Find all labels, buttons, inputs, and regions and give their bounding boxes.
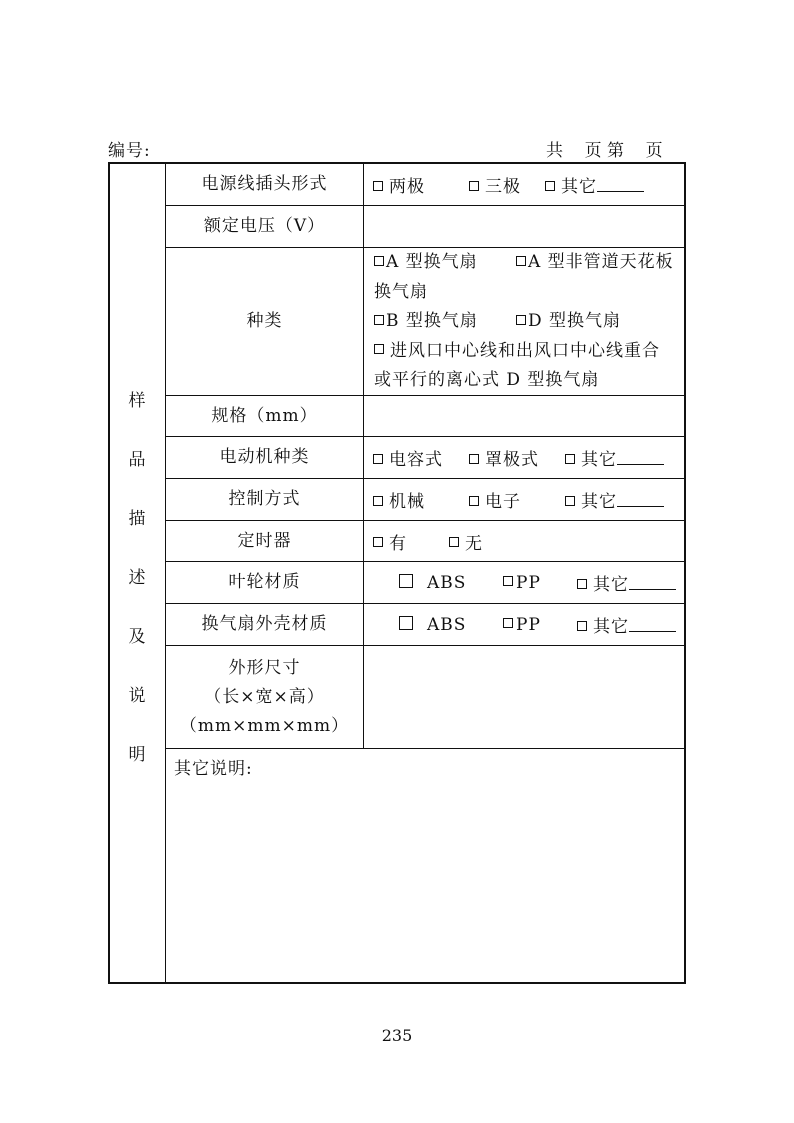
plug-type-options bbox=[365, 164, 686, 205]
row-fan-type bbox=[166, 248, 686, 396]
checkbox[interactable] bbox=[373, 496, 383, 506]
side-title-char: 描 bbox=[128, 509, 146, 529]
checkbox[interactable] bbox=[577, 621, 587, 631]
checkbox[interactable] bbox=[374, 256, 384, 266]
impeller-material-label: 叶轮材质 bbox=[166, 562, 364, 603]
row-housing-material bbox=[166, 604, 686, 646]
option-type-d[interactable]: D 型换气扇 bbox=[516, 307, 621, 337]
checkbox[interactable] bbox=[565, 496, 575, 506]
header-number-label: 编号: bbox=[108, 141, 151, 161]
option-capacitor[interactable]: 电容式 bbox=[373, 445, 443, 470]
fan-type-options bbox=[365, 248, 686, 395]
motor-type-label: 电动机种类 bbox=[166, 437, 364, 478]
side-title-char: 明 bbox=[128, 745, 146, 765]
row-control-mode bbox=[166, 479, 686, 521]
checkbox[interactable] bbox=[469, 454, 479, 464]
option-shaded-pole[interactable]: 罩极式 bbox=[469, 445, 539, 470]
plug-type-label: 电源线插头形式 bbox=[166, 164, 364, 205]
rated-voltage-value[interactable] bbox=[365, 206, 686, 247]
option-three-pole[interactable]: 三极 bbox=[469, 172, 521, 197]
fill-in-blank[interactable] bbox=[617, 491, 664, 507]
option-mechanical[interactable]: 机械 bbox=[373, 487, 425, 512]
control-mode-label: 控制方式 bbox=[166, 479, 364, 520]
option-other[interactable]: 其它 bbox=[545, 172, 644, 197]
page-number: 235 bbox=[381, 1026, 413, 1045]
checkbox[interactable] bbox=[545, 181, 555, 191]
option-type-a-non-duct-cont: 换气扇 bbox=[374, 281, 428, 302]
option-abs[interactable]: ABS bbox=[399, 573, 466, 593]
timer-options bbox=[365, 521, 686, 561]
specification-value[interactable] bbox=[365, 396, 686, 436]
option-type-b[interactable]: B 型换气扇 bbox=[374, 311, 478, 331]
row-motor-type bbox=[166, 437, 686, 479]
motor-type-options bbox=[365, 437, 686, 478]
option-centrifugal-type-d[interactable]: 进风口中心线和出风口中心线重合 bbox=[374, 337, 680, 367]
checkbox[interactable] bbox=[503, 618, 513, 628]
side-title-char: 述 bbox=[128, 568, 146, 588]
housing-material-label: 换气扇外壳材质 bbox=[166, 604, 364, 645]
checkbox[interactable] bbox=[469, 496, 479, 506]
option-centrifugal-type-d-cont: 或平行的离心式 D 型换气扇 bbox=[374, 370, 600, 390]
specification-label: 规格（mm） bbox=[166, 396, 364, 436]
checkbox[interactable] bbox=[374, 315, 384, 325]
checkbox[interactable] bbox=[373, 537, 383, 547]
checkbox[interactable] bbox=[449, 537, 459, 547]
fan-type-label: 种类 bbox=[166, 248, 364, 395]
option-other[interactable]: 其它 bbox=[577, 612, 676, 637]
rated-voltage-label: 额定电压（V） bbox=[166, 206, 364, 247]
impeller-material-options bbox=[365, 562, 686, 603]
option-other[interactable]: 其它 bbox=[577, 570, 676, 595]
checkbox[interactable] bbox=[399, 616, 413, 630]
option-two-pole[interactable]: 两极 bbox=[373, 172, 425, 197]
checkbox[interactable] bbox=[373, 181, 383, 191]
side-title-column bbox=[110, 164, 166, 982]
option-electronic[interactable]: 电子 bbox=[469, 487, 521, 512]
fill-in-blank[interactable] bbox=[617, 449, 664, 465]
row-impeller-material bbox=[166, 562, 686, 604]
row-dimensions bbox=[166, 646, 686, 749]
fill-in-blank[interactable] bbox=[629, 574, 676, 590]
option-no[interactable]: 无 bbox=[449, 529, 483, 554]
option-pp[interactable]: PP bbox=[503, 573, 541, 593]
row-plug-type bbox=[166, 164, 686, 206]
sample-description-form bbox=[108, 162, 686, 984]
option-type-a[interactable]: A 型换气扇 bbox=[374, 252, 478, 272]
side-title-char: 样 bbox=[128, 391, 146, 411]
fill-in-blank[interactable] bbox=[629, 616, 676, 632]
option-abs[interactable]: ABS bbox=[399, 615, 466, 635]
checkbox[interactable] bbox=[374, 344, 384, 354]
row-rated-voltage bbox=[166, 206, 686, 248]
side-title-char: 品 bbox=[128, 450, 146, 470]
checkbox[interactable] bbox=[469, 181, 479, 191]
checkbox[interactable] bbox=[565, 454, 575, 464]
dimensions-value[interactable] bbox=[365, 646, 686, 748]
option-type-a-non-duct[interactable]: A 型非管道天花板 bbox=[516, 248, 674, 278]
dimensions-label-line: （长×宽×高） bbox=[204, 686, 325, 707]
header-page-count: 共 页 第 页 bbox=[546, 141, 663, 161]
option-pp[interactable]: PP bbox=[503, 615, 541, 635]
other-notes-label: 其它说明: bbox=[174, 759, 253, 779]
dimensions-label-line: 外形尺寸 bbox=[228, 657, 301, 678]
checkbox[interactable] bbox=[516, 256, 526, 266]
control-mode-options bbox=[365, 479, 686, 520]
option-other[interactable]: 其它 bbox=[565, 487, 664, 512]
row-specification bbox=[166, 396, 686, 437]
row-timer bbox=[166, 521, 686, 562]
timer-label: 定时器 bbox=[166, 521, 364, 561]
checkbox[interactable] bbox=[399, 574, 413, 588]
option-other[interactable]: 其它 bbox=[565, 445, 664, 470]
option-yes[interactable]: 有 bbox=[373, 529, 407, 554]
fill-in-blank[interactable] bbox=[597, 176, 644, 192]
housing-material-options bbox=[365, 604, 686, 645]
checkbox[interactable] bbox=[503, 576, 513, 586]
dimensions-label-line: （mm×mm×mm） bbox=[179, 715, 350, 736]
dimensions-label bbox=[166, 646, 364, 748]
checkbox[interactable] bbox=[373, 454, 383, 464]
side-title-char: 及 bbox=[128, 627, 146, 647]
side-title-char: 说 bbox=[128, 686, 146, 706]
checkbox[interactable] bbox=[516, 315, 526, 325]
checkbox[interactable] bbox=[577, 579, 587, 589]
